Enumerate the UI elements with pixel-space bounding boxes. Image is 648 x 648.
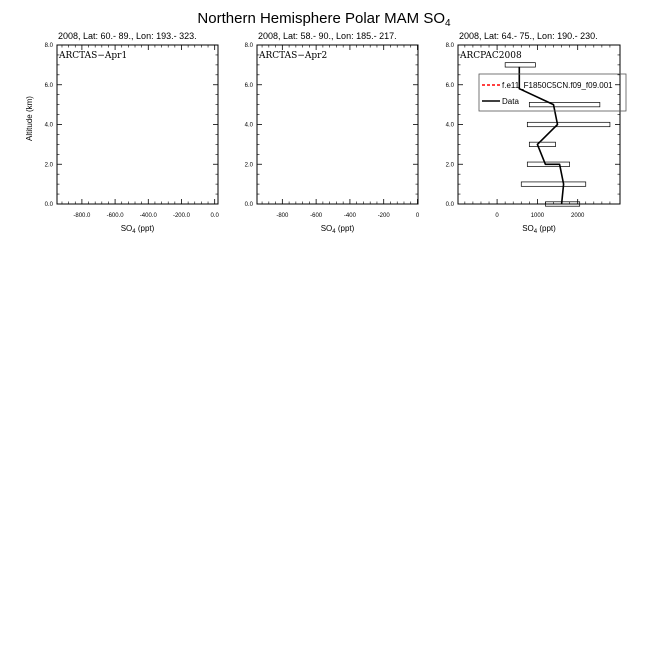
figure-title-subscript: 4 (445, 18, 451, 29)
panel-2-ytick-label: 8.0 (244, 43, 253, 49)
panel-3-xlabel-text: SO (522, 224, 534, 233)
figure-title-text: Northern Hemisphere Polar MAM SO (197, 10, 446, 27)
panel-3-ytick-label: 6.0 (445, 82, 454, 89)
panel-3-xtick-label: 0 (495, 213, 499, 219)
panel-1-inner-label: ARCTAS−Apr1 (59, 51, 128, 61)
panel-3-inner-label: ARCPAC2008 (460, 51, 522, 61)
panel-1-ytick-label: 2.0 (44, 162, 53, 169)
panel-3-subtitle: 2008, Lat: 64.- 75., Lon: 190.- 230. (459, 31, 598, 41)
panel-2-xlabel-subscript: 4 (332, 229, 336, 235)
panel-3-xlabel-unit: (ppt) (537, 224, 556, 233)
panel-2-xlabel-unit: (ppt) (335, 224, 355, 233)
panel-3-xlabel-subscript: 4 (533, 229, 538, 235)
panel-1-xlabel-unit: (ppt) (135, 224, 155, 233)
panel-1-xtick-label: 0.0 (210, 213, 219, 219)
panel-1-xtick-label: -200.0 (172, 213, 190, 219)
panel-1-ytick-label: 0.0 (44, 202, 53, 208)
panel-3-ytick-label: 0.0 (445, 202, 454, 208)
panel-2-xtick-label: -200 (377, 213, 390, 219)
panel-3-legend-label-2: Data (502, 97, 519, 106)
panel-3-ytick-label: 4.0 (445, 122, 454, 129)
panel-2-xtick-label: 0 (415, 213, 420, 219)
panel-2-ytick-label: 6.0 (244, 82, 253, 89)
panel-1-subtitle: 2008, Lat: 60.- 89., Lon: 193.- 323. (58, 31, 197, 41)
panel-3-ytick-label: 2.0 (445, 162, 454, 169)
panel-1-xtick-label: -800.0 (73, 213, 91, 219)
panel-2-ytick-label: 2.0 (244, 162, 253, 169)
panel-3-xtick-label: 2000 (571, 213, 585, 219)
panel-2-inner-label: ARCTAS−Apr2 (259, 51, 328, 61)
panel-2-xtick-label: -800 (276, 213, 289, 219)
panel-2-xtick-label: -600 (310, 213, 323, 219)
panel-1-ytick-label: 8.0 (44, 43, 53, 49)
panel-1-xtick-label: -400.0 (139, 213, 157, 219)
panel-1-xtick-label: -600.0 (106, 213, 124, 219)
panel-2-ytick-label: 0.0 (244, 202, 253, 208)
panel-1-xlabel-text: SO (120, 224, 133, 233)
panel-1-xlabel-subscript: 4 (132, 229, 136, 235)
panel-2-ytick-label: 4.0 (244, 122, 253, 129)
panel-3-legend-label-1: f.e11_F1850C5CN.f09_f09.001 (502, 81, 613, 90)
figure-title (197, 10, 451, 29)
panel-1-ytick-label: 6.0 (44, 82, 53, 89)
panel-2-subtitle: 2008, Lat: 58.- 90., Lon: 185.- 217. (258, 31, 397, 41)
panel-3-xtick-label: 1000 (530, 213, 545, 219)
panel-2-xlabel-text: SO (320, 224, 333, 233)
panel-1-ylabel: Altitude (km) (25, 96, 34, 141)
panel-1-ytick-label: 4.0 (44, 122, 53, 129)
panel-2-xtick-label: -400 (343, 213, 356, 219)
panel-3-ytick-label: 8.0 (445, 43, 454, 49)
